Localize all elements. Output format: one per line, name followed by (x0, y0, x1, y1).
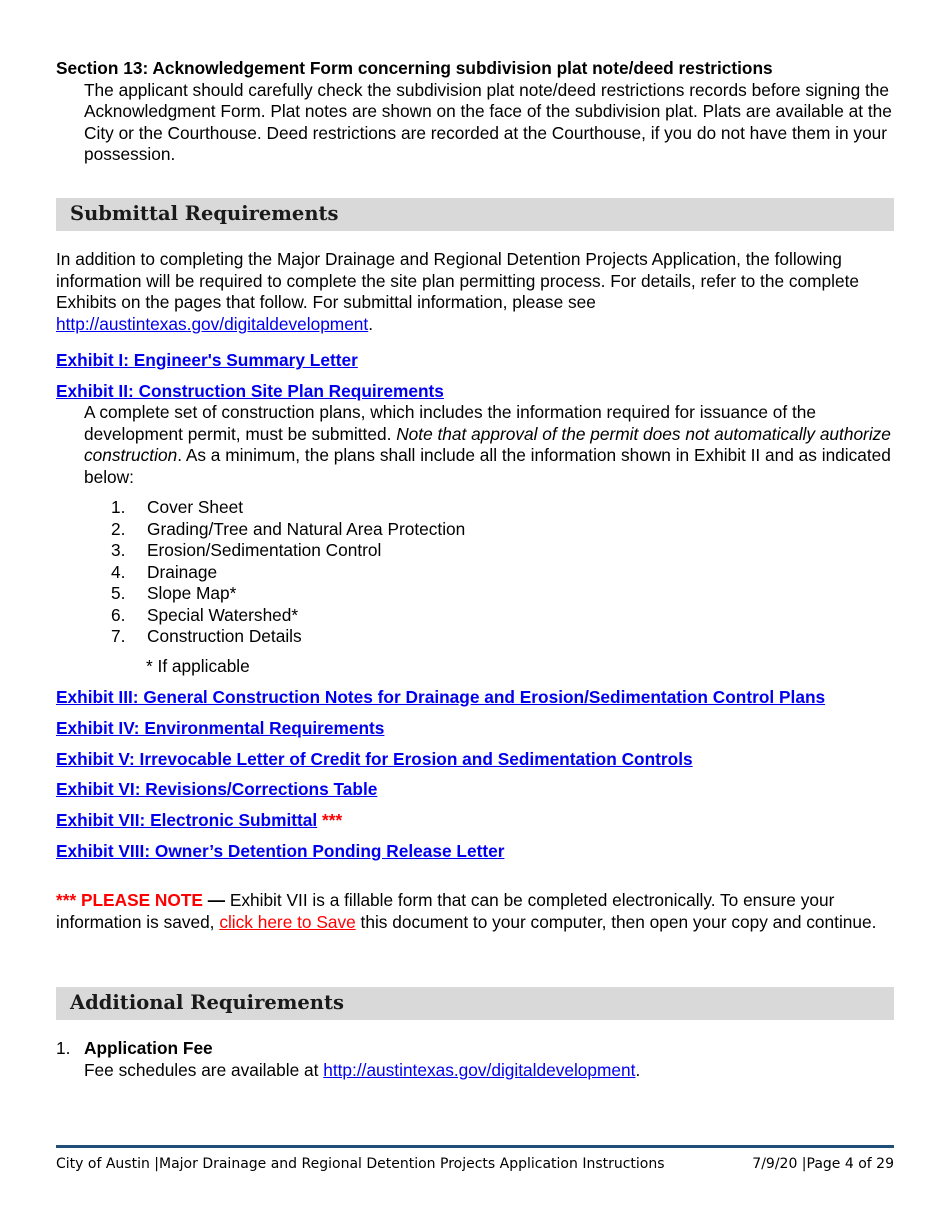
list-number: 5. (111, 583, 126, 603)
list-label: Construction Details (147, 626, 302, 646)
additional-requirements-banner (56, 987, 894, 1020)
submittal-requirements-banner (56, 198, 894, 231)
exhibit-7-asterisks: *** (322, 810, 343, 830)
exhibit-2-desc-a: A complete set of construction plans, which includes the information required for issuance of the development permit, must be submitted. (84, 402, 816, 444)
exhibit-2-description (84, 402, 894, 488)
exhibit-4-link[interactable]: Exhibit IV: Environmental Requirements (56, 718, 385, 738)
please-note-text-b: this document to your computer, then open your copy and continue. (360, 911, 877, 932)
list-number: 1. (111, 497, 126, 517)
list-label: Special Watershed* (147, 604, 299, 625)
please-note-text-a: Exhibit VII is a fillable form that can be completed electronically. To ensure your information is saved, (56, 890, 835, 932)
list-number: 3. (111, 540, 126, 560)
exhibit-4 (56, 718, 384, 739)
list-item (111, 540, 465, 562)
exhibit-2-link[interactable]: Exhibit II: Construction Site Plan Requirements (56, 381, 444, 401)
list-number: 7. (111, 626, 126, 646)
section-13 (56, 58, 894, 166)
exhibit-3 (56, 687, 825, 708)
list-number: 4. (111, 561, 126, 582)
exhibit-7-link[interactable]: Exhibit VII: Electronic Submittal (56, 810, 318, 830)
plan-items-list (111, 497, 465, 648)
section-13-title: Section 13: Acknowledgement Form concerning subdivision plat note/deed restrictions (56, 58, 773, 78)
exhibit-6-link[interactable]: Exhibit VI: Revisions/Corrections Table (56, 779, 378, 799)
exhibit-2 (56, 381, 444, 402)
exhibit-2-desc-italic: Note that approval of the permit does not automatically authorize construction (84, 423, 891, 465)
additional-item-number: 1. (56, 1038, 71, 1058)
exhibit-8-link[interactable]: Exhibit VIII: Owner’s Detention Ponding Release Letter (56, 841, 505, 861)
fee-period: . (635, 1059, 641, 1080)
exhibit-5 (56, 749, 693, 770)
please-note (56, 890, 894, 933)
application-fee-title: Application Fee (84, 1038, 213, 1058)
please-note-label: *** PLEASE NOTE (56, 890, 203, 910)
exhibit-5-link[interactable]: Exhibit V: Irrevocable Letter of Credit for Erosion and Sedimentation Controls (56, 749, 693, 769)
list-item (111, 519, 465, 541)
please-note-dash: — (202, 890, 230, 910)
intro-period: . (368, 313, 374, 334)
list-item (111, 497, 465, 519)
exhibit-7 (56, 810, 342, 831)
exhibit-1 (56, 350, 358, 371)
exhibit-1-link[interactable]: Exhibit I: Engineer's Summary Letter (56, 350, 358, 370)
footer-rule (56, 1145, 894, 1148)
exhibit-6 (56, 779, 377, 800)
exhibit-3-link[interactable]: Exhibit III: General Construction Notes for Drainage and Erosion/Sedimentation Control Plans (56, 687, 826, 707)
application-fee-text: Fee schedules are available at (84, 1059, 319, 1080)
submittal-intro-text: In addition to completing the Major Drainage and Regional Detention Projects Application, the following information will be required to complete the site plan permitting process. For details, refer to the complete Exhibits on the pages that follow. For submittal information, please see (56, 249, 860, 312)
list-label: Drainage (147, 561, 218, 582)
list-number: 6. (111, 604, 126, 625)
additional-item-1 (56, 1038, 894, 1081)
digital-development-link[interactable]: http://austintexas.gov/digitaldevelopment (56, 313, 369, 334)
list-item (111, 583, 465, 605)
list-number: 2. (111, 518, 126, 539)
additional-requirements-heading: Additional Requirements (70, 991, 344, 1014)
list-item (111, 562, 465, 584)
section-13-body: The applicant should carefully check the subdivision plat note/deed restrictions records before signing the Acknowledgment Form. Plat notes are shown on the face of the subdivision plat. Plats are available at the City or the Courthouse. Deed restrictions are recorded at the Courthouse, if you do not have them in your possession. (84, 79, 892, 164)
list-item (111, 605, 465, 627)
list-label: Slope Map* (147, 583, 237, 603)
footer-page-number: 7/9/20 |Page 4 of 29 (752, 1156, 894, 1172)
if-applicable-note: * If applicable (146, 656, 250, 676)
list-label: Grading/Tree and Natural Area Protection (147, 518, 466, 539)
list-label: Erosion/Sedimentation Control (147, 540, 382, 560)
list-label: Cover Sheet (147, 497, 244, 517)
footer-left: City of Austin |Major Drainage and Regional Detention Projects Application Instructions (56, 1156, 665, 1172)
exhibit-2-desc-b: . As a minimum, the plans shall include all the information shown in Exhibit II and as indicated below: (84, 445, 891, 487)
save-document-link[interactable]: click here to Save (219, 911, 356, 932)
fee-schedule-link[interactable]: http://austintexas.gov/digitaldevelopment (323, 1059, 636, 1080)
submittal-intro (56, 249, 894, 335)
list-item (111, 626, 465, 648)
submittal-requirements-heading: Submittal Requirements (70, 202, 339, 225)
exhibit-8 (56, 841, 504, 862)
